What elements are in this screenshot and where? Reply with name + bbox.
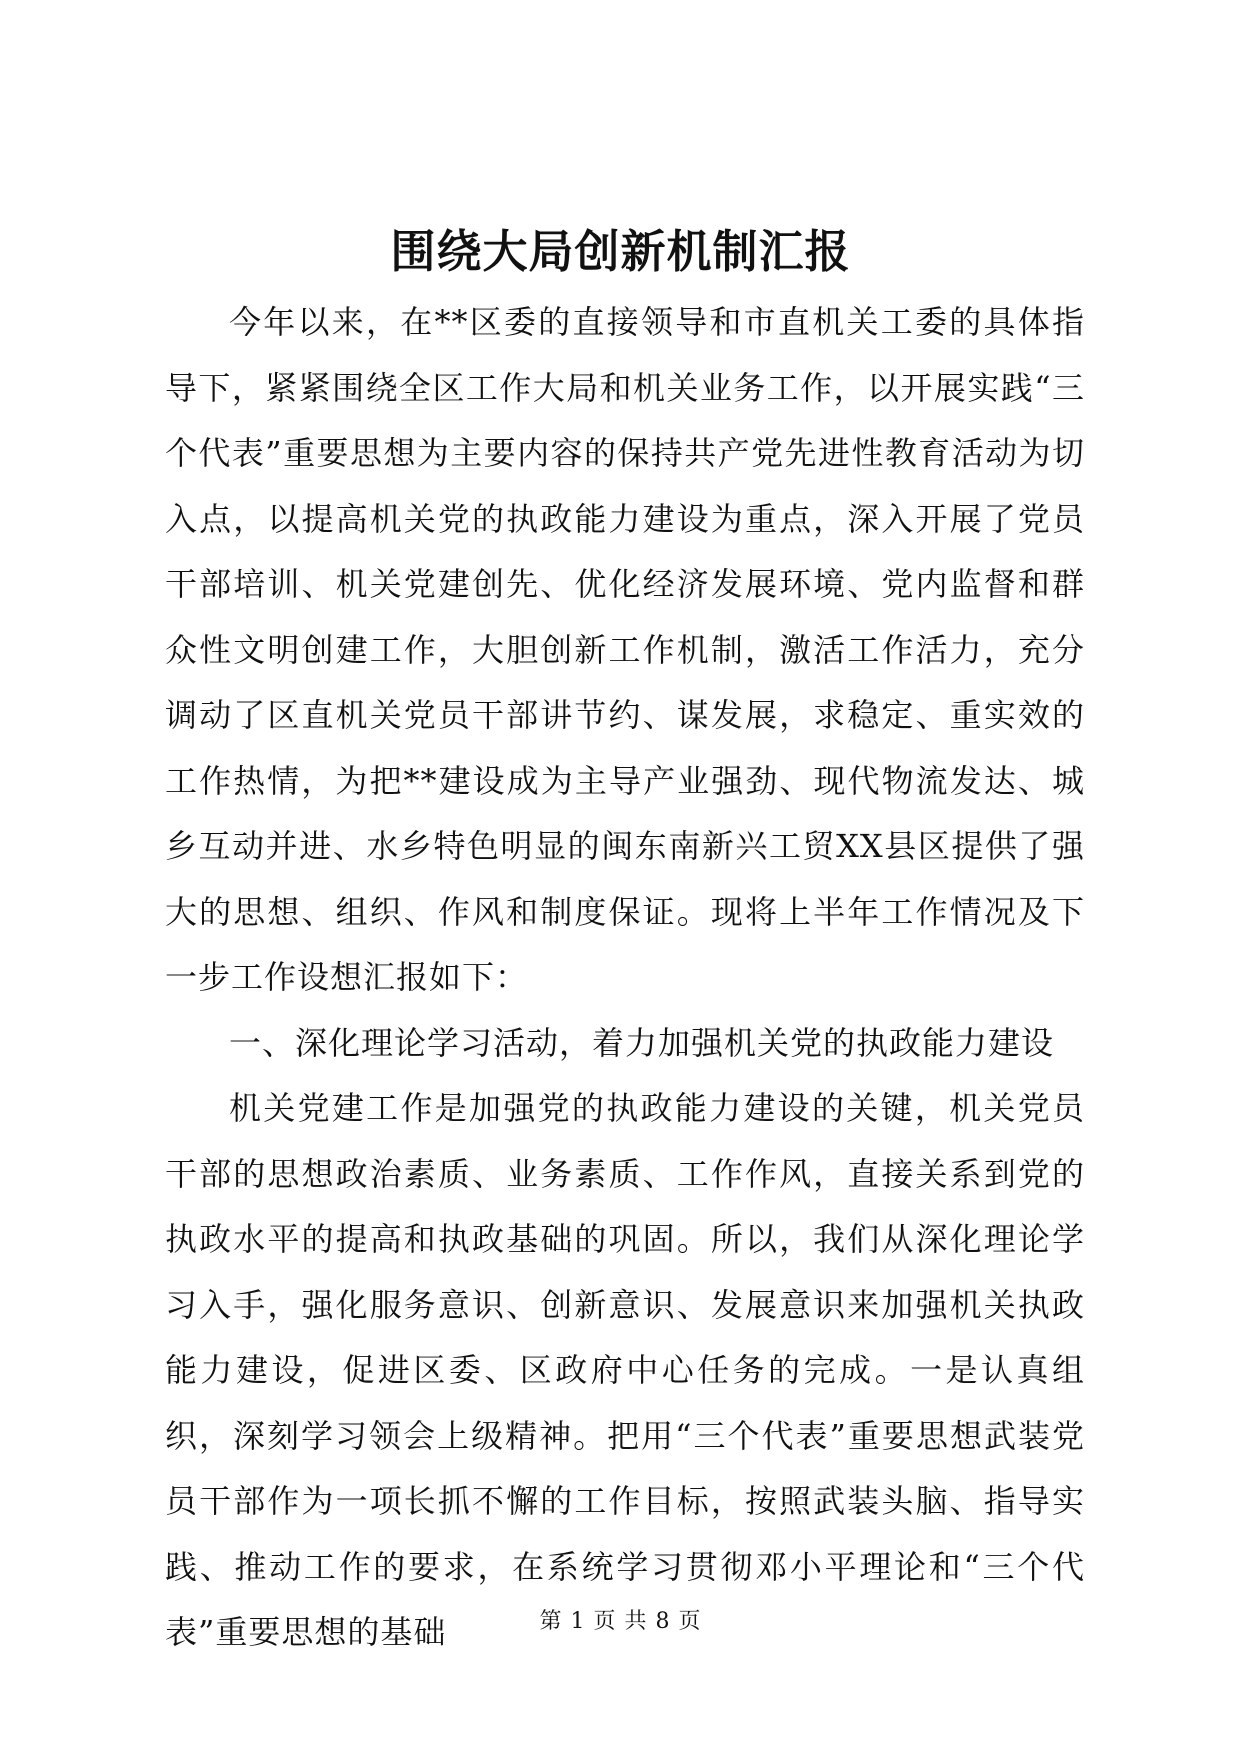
- section-1-paragraph: 机关党建工作是加强党的执政能力建设的关键，机关党员干部的思想政治素质、业务素质、工作作风，直接关系到党的执政水平的提高和执政基础的巩固。所以，我们从深化理论学习入手，强化服务意识、创新意识、发展意识来加强机关执政能力建设，促进区委、区政府中心任务的完成。一是认真组织，深刻学习领会上级精神。把用“三个代表”重要思想武装党员干部作为一项长抓不懈的工作目标，按照武装头脑、指导实践、推动工作的要求，在系统学习贯彻邓小平理论和“三个代表”重要思想的基础: [165, 1089, 1085, 1651]
- page-footer: 第 1 页 共 8 页: [539, 1609, 702, 1634]
- intro-paragraph: 今年以来，在**区委的直接领导和市直机关工委的具体指导下，紧紧围绕全区工作大局和机关业务工作，以开展实践“三个代表”重要思想为主要内容的保持共产党先进性教育活动为切入点，以提高机关党的执政能力建设为重点，深入开展了党员干部培训、机关党建创先、优化经济发展环境、党内监督和群众性文明创建工作，大胆创新工作机制，激活工作活力，充分调动了区直机关党员干部讲节约、谋发展，求稳定、重实效的工作热情，为把**建设成为主导产业强劲、现代物流发达、城乡互动并进、水乡特色明显的闽东南新兴工贸XX县区提供了强大的思想、组织、作风和制度保证。现将上半年工作情况及下一步工作设想汇报如下：: [165, 303, 1085, 996]
- document-title: 围绕大局创新机制汇报: [390, 225, 851, 278]
- section-heading-1: 一、深化理论学习活动，着力加强机关党的执政能力建设: [229, 1023, 1055, 1062]
- document-body: [165, 290, 1085, 1666]
